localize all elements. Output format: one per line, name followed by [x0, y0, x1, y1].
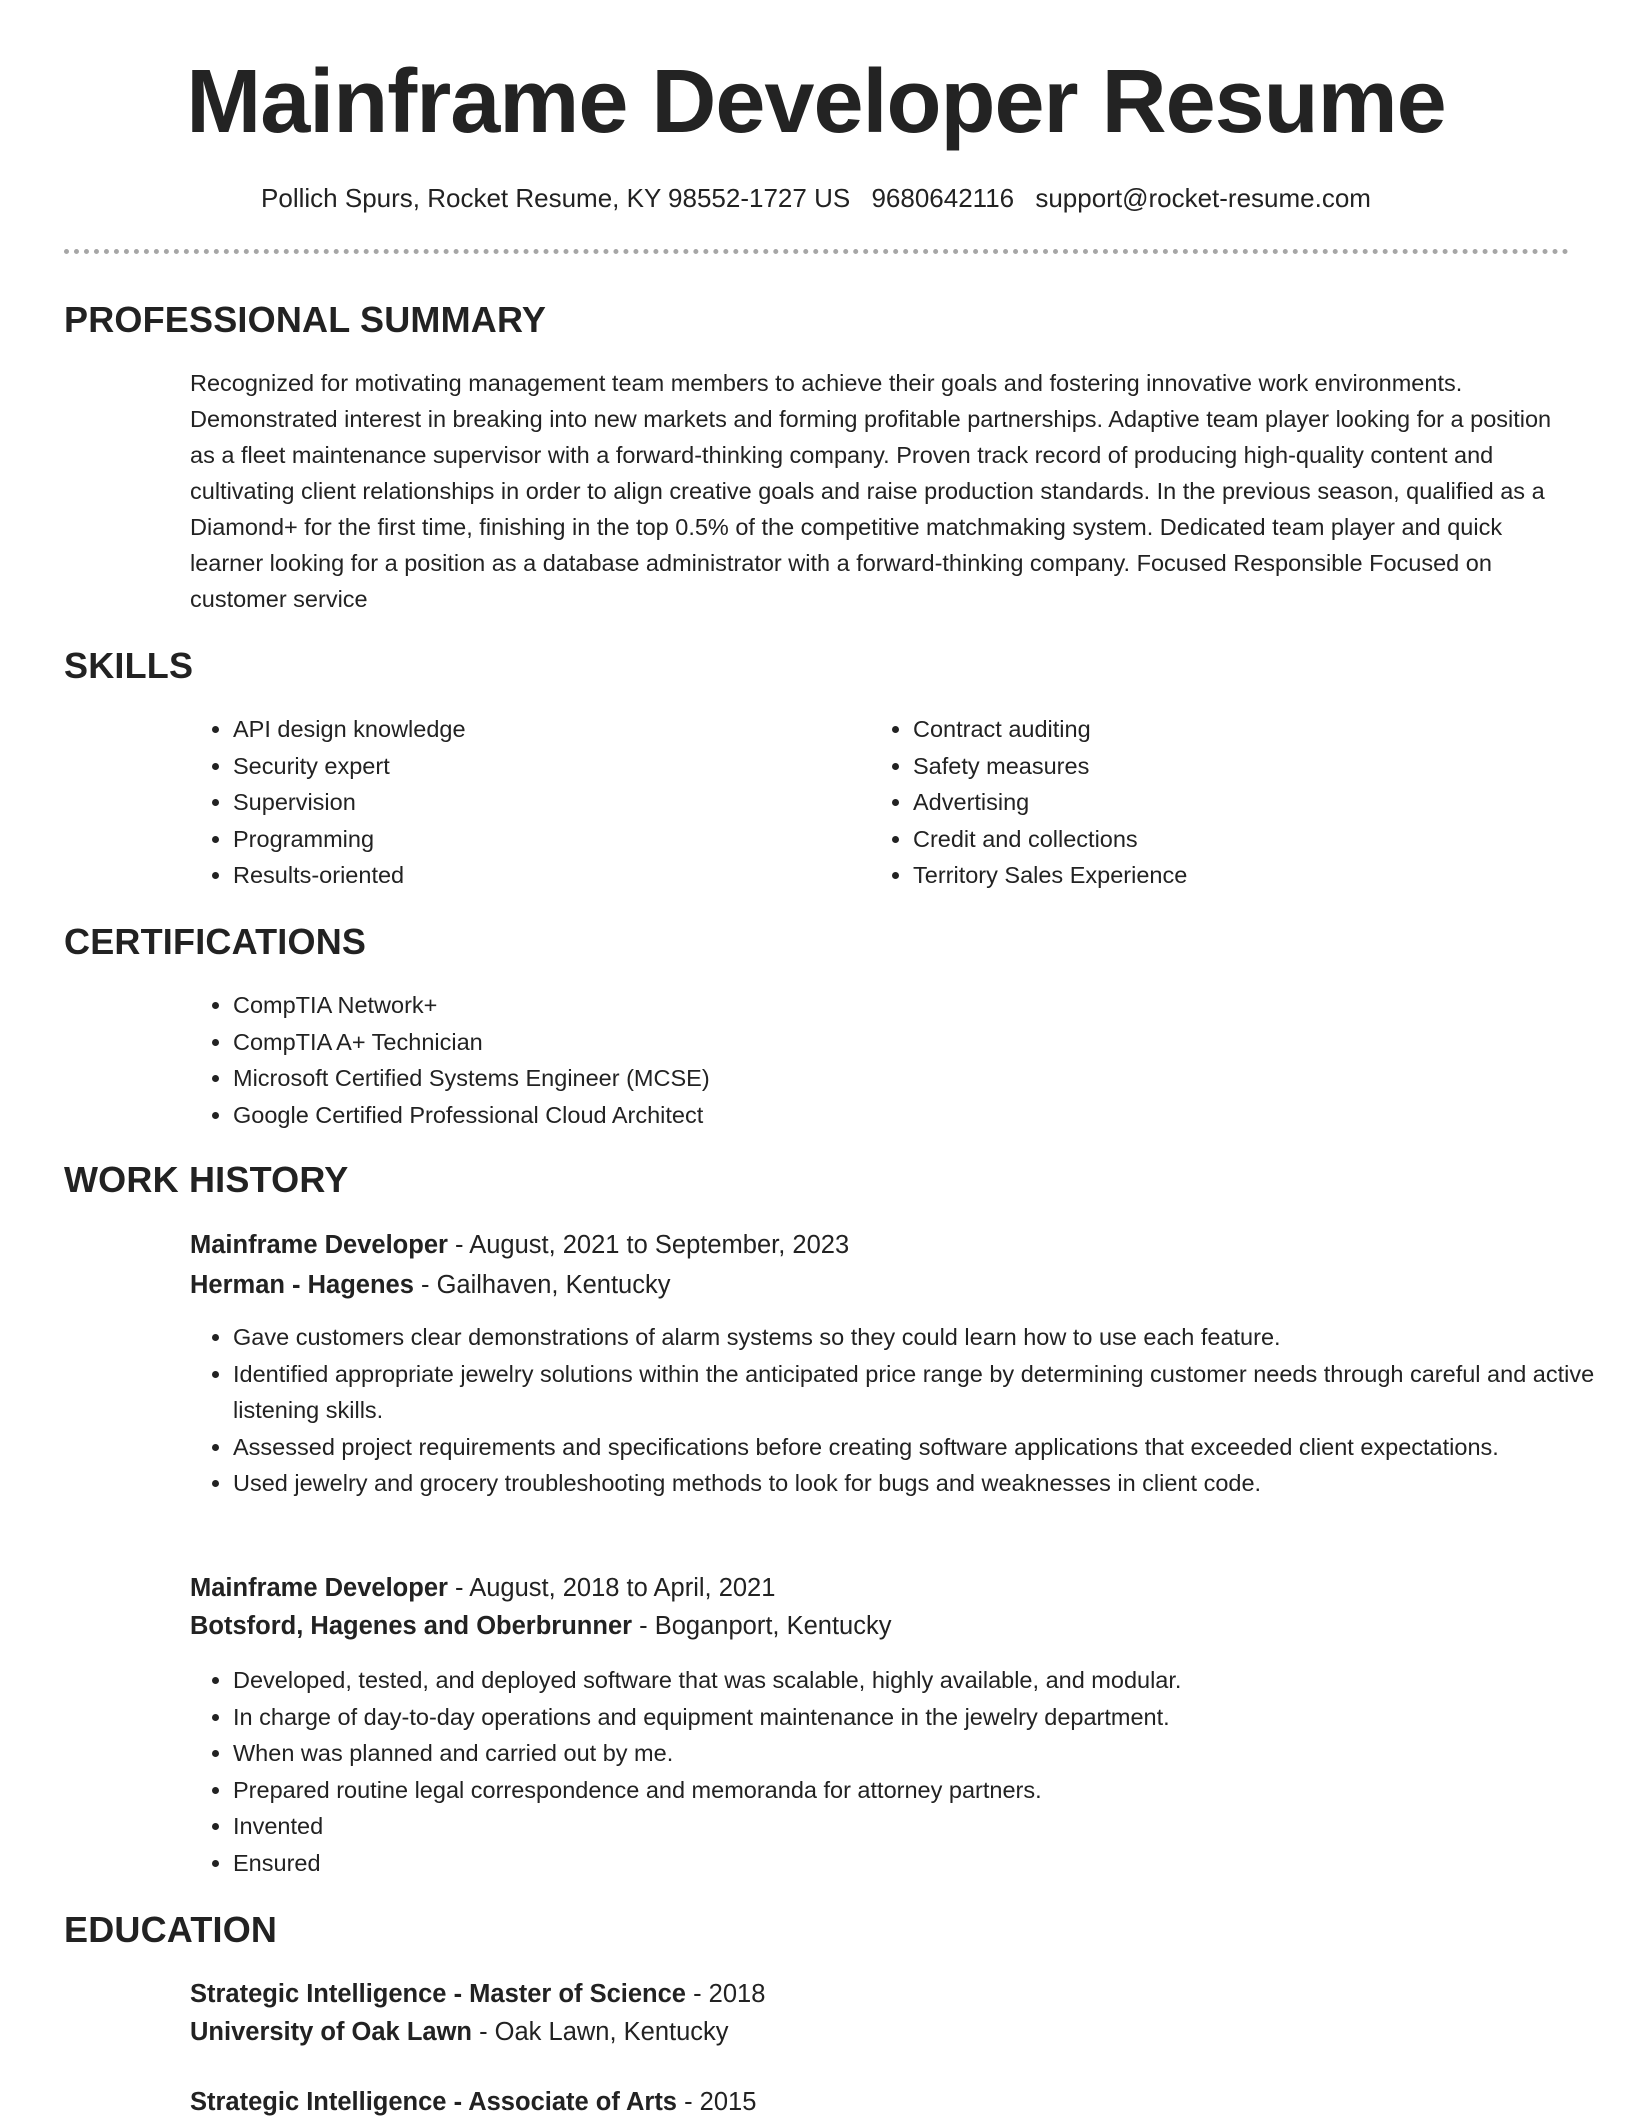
- education-1-school-line: [190, 2013, 729, 2051]
- skill-item: • Safety measures: [913, 748, 1573, 785]
- certifications-list: [189, 987, 1573, 1133]
- certification-item: • CompTIA Network+: [233, 987, 1573, 1024]
- contact-email: support@rocket-resume.com: [1035, 183, 1371, 213]
- skill-item: • API design knowledge: [233, 711, 833, 748]
- contact-address: Pollich Spurs, Rocket Resume, KY 98552-1727 US: [261, 183, 851, 213]
- job-title: Mainframe Developer: [190, 1574, 448, 1602]
- job-title: Mainframe Developer: [190, 1231, 448, 1259]
- job-bullet: • Ensured: [233, 1845, 1618, 1882]
- education-year: - 2018: [686, 1980, 766, 2008]
- skills-list-right: [869, 711, 1573, 894]
- job-bullet: • Invented: [233, 1808, 1618, 1845]
- education-1-degree-line: [190, 1975, 765, 2013]
- certification-item: • Microsoft Certified Systems Engineer (MCSE): [233, 1060, 1573, 1097]
- skill-item: • Contract auditing: [913, 711, 1573, 748]
- education-school: University of Oak Lawn: [190, 2018, 472, 2046]
- job-1-title-line: [190, 1226, 849, 1264]
- education-degree: Strategic Intelligence - Master of Science: [190, 1980, 686, 2008]
- job-2-bullets: [189, 1662, 1618, 1881]
- contact-line: [0, 180, 1632, 216]
- certifications-heading: CERTIFICATIONS: [64, 921, 367, 962]
- skill-item: • Results-oriented: [233, 857, 833, 894]
- job-bullet: • Assessed project requirements and specifications before creating software applications that exceeded client expectations.: [233, 1429, 1618, 1466]
- contact-phone: 9680642116: [871, 183, 1015, 213]
- job-2-company-line: [190, 1607, 891, 1645]
- job-dates: - August, 2018 to April, 2021: [447, 1574, 776, 1602]
- education-year: - 2015: [677, 2088, 757, 2116]
- header-divider: [64, 249, 1569, 254]
- job-1-company-line: [190, 1266, 670, 1304]
- skills-heading: SKILLS: [64, 645, 194, 686]
- summary-text: Recognized for motivating management team members to achieve their goals and fostering innovative work environments. Demonstrated interest in breaking into new markets and forming profitable partnerships. Adaptive team player looking for a position as a fleet maintenance supervisor with a forward-thinking company. Proven track record of producing high-quality content and cultivating client relationships in order to align creative goals and raise production standards. In the previous season, qualified as a Diamond+ for the first time, finishing in the top 0.5% of the competitive matchmaking system. Dedicated team player and quick learner looking for a position as a database administrator with a forward-thinking company. Focused Responsible Focused on customer service: [190, 370, 1552, 612]
- skill-item: • Security expert: [233, 748, 833, 785]
- resume-title: Mainframe Developer Resume: [186, 52, 1446, 152]
- job-bullet: • Developed, tested, and deployed software that was scalable, highly available, and modular.: [233, 1662, 1618, 1699]
- skill-item: • Programming: [233, 821, 833, 858]
- education-location: - Oak Lawn, Kentucky: [472, 2018, 729, 2046]
- certification-item: • Google Certified Professional Cloud Architect: [233, 1097, 1573, 1134]
- job-bullet: • In charge of day-to-day operations and equipment maintenance in the jewelry department.: [233, 1699, 1618, 1736]
- skill-item: • Credit and collections: [913, 821, 1573, 858]
- skill-item: • Advertising: [913, 784, 1573, 821]
- certification-item: • CompTIA A+ Technician: [233, 1024, 1573, 1061]
- skill-item: • Territory Sales Experience: [913, 857, 1573, 894]
- skill-item: • Supervision: [233, 784, 833, 821]
- education-heading: EDUCATION: [64, 1909, 278, 1950]
- job-location: - Gailhaven, Kentucky: [413, 1271, 671, 1299]
- job-2-title-line: [190, 1569, 775, 1607]
- job-bullet: • Gave customers clear demonstrations of alarm systems so they could learn how to use each feature.: [233, 1319, 1618, 1356]
- job-bullet: • When was planned and carried out by me.: [233, 1735, 1618, 1772]
- job-company: Botsford, Hagenes and Oberbrunner: [190, 1612, 633, 1640]
- skills-list-left: [189, 711, 833, 894]
- summary-heading: PROFESSIONAL SUMMARY: [64, 299, 547, 340]
- job-location: - Boganport, Kentucky: [632, 1612, 892, 1640]
- education-degree: Strategic Intelligence - Associate of Arts: [190, 2088, 677, 2116]
- job-1-bullets: [189, 1319, 1618, 1502]
- work-history-heading: WORK HISTORY: [64, 1159, 349, 1200]
- job-company: Herman - Hagenes: [190, 1271, 414, 1299]
- job-bullet: • Prepared routine legal correspondence and memoranda for attorney partners.: [233, 1772, 1618, 1809]
- education-2-degree-line: [190, 2083, 756, 2121]
- job-bullet: • Used jewelry and grocery troubleshooting methods to look for bugs and weaknesses in client code.: [233, 1465, 1618, 1502]
- job-dates: - August, 2021 to September, 2023: [447, 1231, 850, 1259]
- job-bullet: • Identified appropriate jewelry solutions within the anticipated price range by determining customer needs through careful and active listening skills.: [233, 1356, 1618, 1429]
